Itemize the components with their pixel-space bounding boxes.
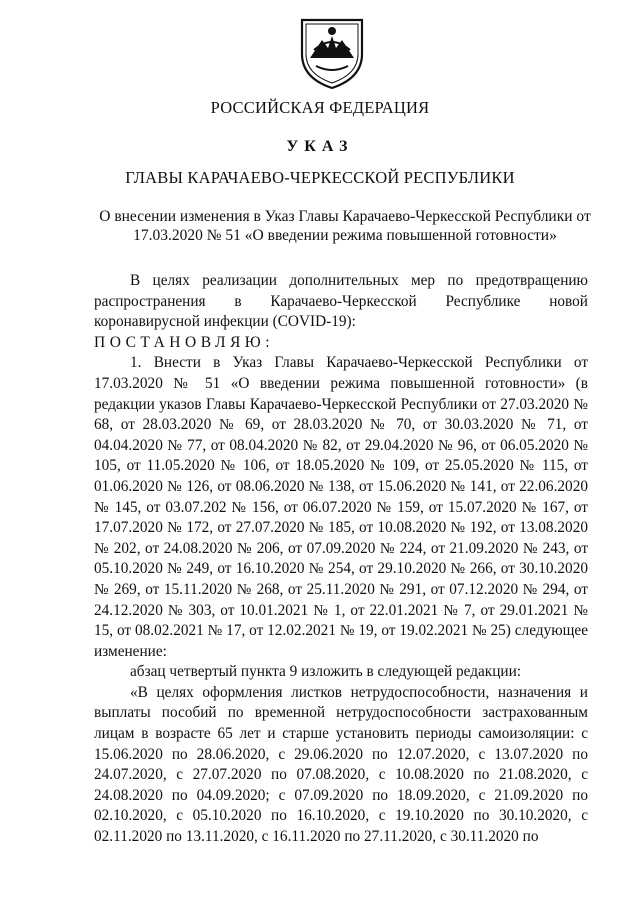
- decree-word: ПОСТАНОВЛЯЮ:: [94, 333, 275, 351]
- subject-line-2: 17.03.2020 № 51 «О введении режима повышенной готовности»: [133, 227, 557, 244]
- preamble-paragraph: В целях реализации дополнительных мер по предотвращению распространения в Карачаево-Черкесской Республике новой коронавирусной инфекции (COVID-19):: [94, 272, 588, 331]
- issuer-heading: ГЛАВЫ КАРАЧАЕВО-ЧЕРКЕССКОЙ РЕСПУБЛИКИ: [125, 168, 515, 187]
- subject-line-1: О внесении изменения в Указ Главы Карачаево-Черкесской Республики от: [99, 208, 591, 225]
- document-type-heading: УКАЗ: [286, 138, 354, 155]
- new-text-paragraph: «В целях оформления листков нетрудоспособности, назначения и выплаты пособий по временной нетрудоспособности застрахованным лицам в возрасте 65 лет и старше установить периоды самоизоляции: с 15.06.2020 по 28.06.2020, с 29.06.2020 по 12.07.2020, с 13.07.2020 по 24.07.2020, с 27.07.2020 по 07.08.2020, с 10.08.2020 по 21.08.2020, с 24.08.2020 по 04.09.2020; с 07.09.2020 по 18.09.2020, с 21.09.2020 по 02.10.2020, с 05.10.2020 по 16.10.2020, с 19.10.2020 по 30.10.2020, с 02.11.2020 по 13.11.2020, с 16.11.2020 по 27.11.2020, с 30.11.2020 по: [94, 683, 588, 846]
- coat-of-arms-icon: [296, 14, 368, 90]
- paragraph-reference: абзац четвертый пункта 9 изложить в следующей редакции:: [130, 663, 522, 681]
- document-body: [94, 271, 588, 848]
- item-1-paragraph: 1. Внести в Указ Главы Карачаево-Черкесской Республики от 17.03.2020 № 51 «О введении режима повышенной готовности» (в редакции указов Главы Карачаево-Черкесской Республики от 27.03.2020 № 68, от 28.03.2020 № 69, от 28.03.2020 № 70, от 30.03.2020 № 71, от 04.04.2020 № 77, от 08.04.2020 № 82, от 29.04.2020 № 96, от 06.05.2020 № 105, от 11.05.2020 № 106, от 18.05.2020 № 109, от 25.05.2020 № 115, от 01.06.2020 № 126, от 08.06.2020 № 138, от 15.06.2020 № 141, от 22.06.2020 № 145, от 03.07.202 № 156, от 06.07.2020 № 159, от 15.07.2020 № 167, от 17.07.2020 № 172, от 27.07.2020 № 185, от 10.08.2020 № 192, от 13.08.2020 № 202, от 24.08.2020 № 206, от 07.09.2020 № 224, от 21.09.2020 № 243, от 05.10.2020 № 249, от 16.10.2020 № 254, от 29.10.2020 № 266, от 30.10.2020 № 269, от 15.11.2020 № 268, от 25.11.2020 № 291, от 07.12.2020 № 294, от 24.12.2020 № 303, от 10.01.2021 № 1, от 22.01.2021 № 7, от 29.01.2021 № 15, от 08.02.2021 № 17, от 12.02.2021 № 19, от 19.02.2021 № 25) следующее изменение:: [94, 354, 588, 660]
- country-heading: РОССИЙСКАЯ ФЕДЕРАЦИЯ: [210, 98, 430, 117]
- document-subject: [90, 207, 600, 245]
